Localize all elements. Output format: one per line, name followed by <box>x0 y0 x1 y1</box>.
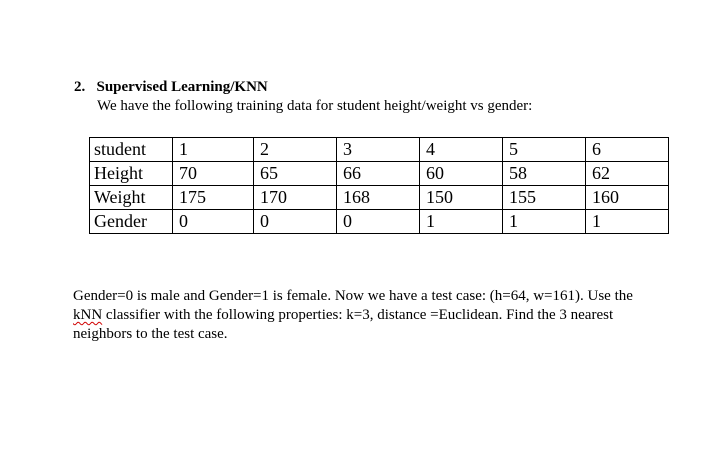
statement-line-1: Gender=0 is male and Gender=1 is female. Now we have a test case: (h=64, w=161). Use the <box>73 288 633 304</box>
table-cell: 0 <box>254 210 337 234</box>
table-cell: 66 <box>337 162 420 186</box>
table-cell: 62 <box>586 162 669 186</box>
statement-line-2 <box>73 306 683 325</box>
table-cell: 1 <box>420 210 503 234</box>
table-row <box>90 186 669 210</box>
table-cell: 150 <box>420 186 503 210</box>
table-cell: 0 <box>173 210 254 234</box>
spellcheck-word: kNN <box>73 307 103 323</box>
table-cell: 60 <box>420 162 503 186</box>
table-cell: 160 <box>586 186 669 210</box>
problem-statement <box>73 287 683 344</box>
table-row <box>90 210 669 234</box>
row-label: student <box>90 138 173 162</box>
statement-line-3: neighbors to the test case. <box>73 326 228 342</box>
row-label: Height <box>90 162 173 186</box>
table-cell: 170 <box>254 186 337 210</box>
table-cell: 6 <box>586 138 669 162</box>
table-cell: 175 <box>173 186 254 210</box>
table-cell: 1 <box>586 210 669 234</box>
table-cell: 4 <box>420 138 503 162</box>
table-cell: 65 <box>254 162 337 186</box>
question-number: 2. <box>74 79 86 95</box>
table-cell: 58 <box>503 162 586 186</box>
table-cell: 168 <box>337 186 420 210</box>
table-cell: 0 <box>337 210 420 234</box>
question-intro: We have the following training data for student height/weight vs gender: <box>97 98 533 114</box>
table-cell: 5 <box>503 138 586 162</box>
row-label: Gender <box>90 210 173 234</box>
question-title: Supervised Learning/KNN <box>96 79 268 95</box>
table-cell: 2 <box>254 138 337 162</box>
row-label: Weight <box>90 186 173 210</box>
table-cell: 3 <box>337 138 420 162</box>
table-cell: 1 <box>173 138 254 162</box>
statement-line-2-rest: classifier with the following properties: k=3, distance =Euclidean. Find the 3 nearest <box>102 307 614 323</box>
table-row <box>90 138 669 162</box>
table-row <box>90 162 669 186</box>
table-cell: 70 <box>173 162 254 186</box>
training-data-table <box>89 137 669 234</box>
table-cell: 155 <box>503 186 586 210</box>
question-heading <box>74 78 268 96</box>
table-cell: 1 <box>503 210 586 234</box>
